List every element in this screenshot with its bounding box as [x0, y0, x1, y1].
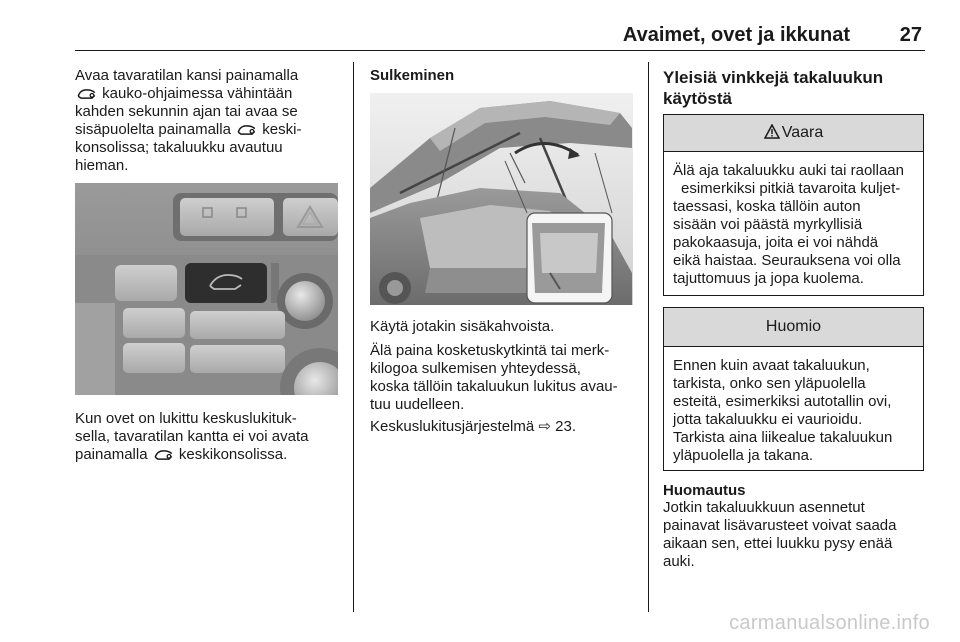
- text-line: hieman.: [75, 157, 129, 174]
- middle-para-warning: [370, 342, 618, 414]
- page-title: Avaimet, ovet ja ikkunat: [622, 24, 850, 46]
- text-line: koska tällöin takaluukun lukitus avau-: [370, 378, 618, 395]
- left-intro-paragraph: [75, 67, 301, 175]
- text-line: kauko-ohjaimessa vähintään: [102, 85, 293, 102]
- text-line: yläpuolella ja takana.: [673, 447, 814, 464]
- note-heading: Huomautus: [663, 482, 746, 499]
- text-line: sisäpuolelta painamalla: [75, 121, 231, 138]
- text-line: esteitä, esimerkiksi autotallin ovi,: [673, 393, 892, 410]
- text-line: taessasi, koska tällöin auton: [673, 198, 861, 215]
- text-line: sisään voi päästä myrkyllisiä: [673, 216, 863, 233]
- text-line: aikaan sen, ettei luukku pysy enää: [663, 535, 893, 552]
- text-line: pakokaasuja, joita ei voi nähdä: [673, 234, 879, 251]
- notice-box-header: Huomio: [664, 308, 923, 347]
- column-divider-right: [648, 62, 649, 612]
- text-line: painavat lisävarusteet voivat saada: [663, 517, 897, 534]
- heading-line: käytöstä: [663, 89, 732, 108]
- text-line: jotta takaluukku ei vaurioidu.: [673, 411, 863, 428]
- tailgate-open-icon: [77, 88, 96, 99]
- text-line: kahden sekunnin ajan tai avaa se: [75, 103, 298, 120]
- text-line: auki.: [663, 553, 695, 570]
- text-line: Avaa tavaratilan kansi painamalla: [75, 67, 299, 84]
- open-tailgate-illustration: [370, 93, 633, 305]
- section-heading-closing: Sulkeminen: [370, 67, 455, 84]
- watermark: carmanualsonline.info: [729, 612, 930, 634]
- text-line: Ennen kuin avaat takaluukun,: [673, 357, 870, 374]
- middle-para-handle: [370, 318, 554, 336]
- middle-para-reference: [370, 418, 576, 436]
- notice-box-body: [664, 347, 923, 465]
- danger-box: [663, 114, 924, 296]
- page-reference-link[interactable]: ⇨ 23.: [538, 418, 576, 435]
- warning-triangle-icon: [764, 124, 780, 139]
- tailgate-open-icon: [237, 124, 256, 135]
- text-line: Jotkin takaluukkuun asennetut: [663, 499, 865, 516]
- text-line: keskikonsolissa.: [178, 446, 288, 463]
- text-line: Tarkista aina liikealue takaluukun: [673, 429, 893, 446]
- text-line: tarkista, onko sen yläpuolella: [673, 375, 866, 392]
- page-number: 27: [899, 24, 922, 46]
- header-rule: [75, 50, 925, 51]
- column-divider-left: [353, 62, 354, 612]
- danger-box-title: Vaara: [781, 124, 824, 141]
- notice-box: [663, 307, 924, 471]
- text-line: Älä paina kosketuskytkintä tai merk-: [370, 342, 610, 359]
- text-line: painamalla: [75, 446, 148, 463]
- section-heading-tips: [663, 67, 883, 109]
- text-line: eikä haistaa. Seurauksena voi olla: [673, 252, 901, 269]
- text-line: Käytä jotakin sisäkahvoista.: [370, 318, 555, 335]
- text-line: tajuttomuus ja jopa kuolema.: [673, 270, 864, 287]
- tailgate-switch-panel-image: [75, 183, 338, 395]
- left-after-figure-paragraph: [75, 410, 308, 464]
- text-line: kilogoa sulkemisen yhteydessä,: [370, 360, 581, 377]
- text-line: Älä aja takaluukku auki tai raollaan: [673, 162, 904, 179]
- danger-box-body: [664, 152, 923, 288]
- text-line: Kun ovet on lukittu keskuslukituk-: [75, 410, 297, 427]
- text-line: konsolissa; takaluukku avautuu: [75, 139, 283, 156]
- text-line: esimerkiksi pitkiä tavaroita kuljet-: [681, 180, 901, 197]
- heading-line: Yleisiä vinkkejä takaluukun: [663, 68, 884, 87]
- note-paragraph: [663, 499, 896, 571]
- tailgate-open-icon: [154, 449, 173, 460]
- danger-box-header: [664, 115, 923, 152]
- text-line: Keskuslukitusjärjestelmä: [370, 418, 535, 435]
- text-line: sella, tavaratilan kantta ei voi avata: [75, 428, 309, 445]
- text-line: keski-: [262, 121, 302, 138]
- text-line: tuu uudelleen.: [370, 396, 465, 413]
